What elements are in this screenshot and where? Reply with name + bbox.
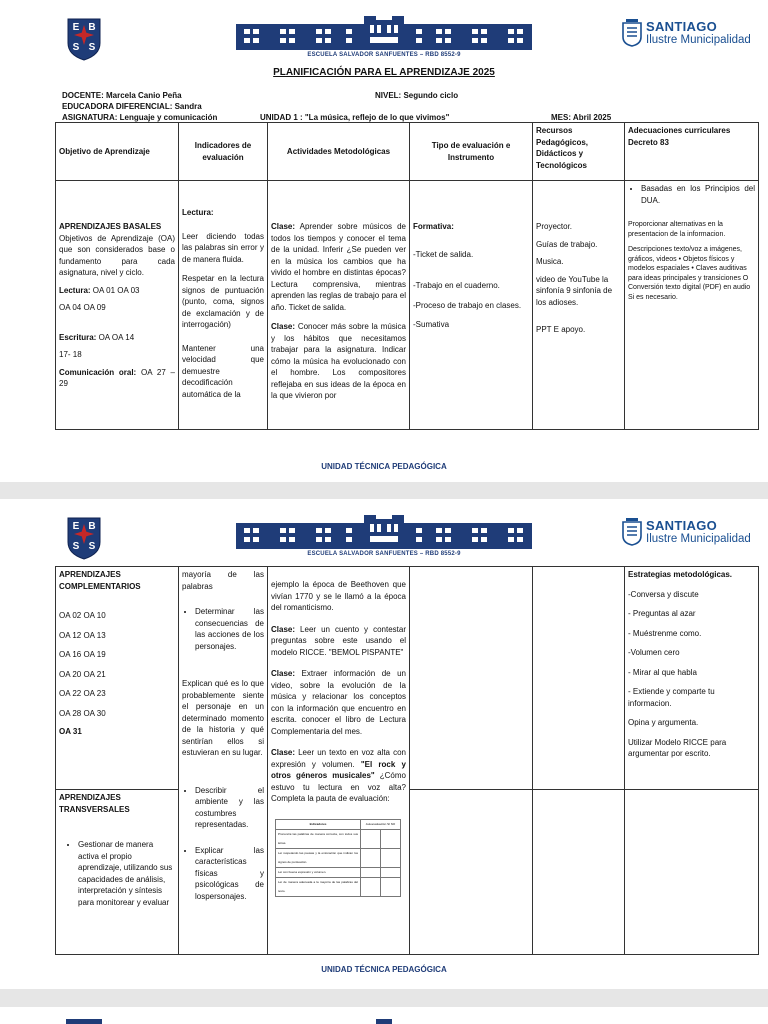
recurso-2: Guías de trabajo. [536,239,598,249]
logo-letter-s1: S [72,42,80,53]
school-name: ESCUELA SALVADOR SANFUENTES – RBD 8552-9 [307,52,461,58]
indicador-describir: • Describir el ambiente y las costumbres representadas. [195,785,264,831]
indicadores-lectura-heading: Lectura: [182,208,214,217]
estrategia-item: - Mirar al que habla [628,667,697,677]
document-page-3-partial [0,1007,768,1024]
recurso-4: video de YouTube la sinfonía 9 sinfonía de los adioses. [536,274,613,307]
oa-row: OA 02 OA 10 [59,611,106,620]
aprendizajes-complementarios-heading: APRENDIZAJES COMPLEMENTARIOS [59,570,141,591]
logo-letter-s2: S [88,541,96,552]
recurso-3: Musica. [536,257,564,266]
cell-indicadores [179,181,268,430]
adecuacion-2: Descripciones texto/voz a imágenes, gráficos, videos • Objetos físicos y modelos espaciales • Claves auditivas para ideas principales y transiciones O Conversión texto digital (PDF) en audio Si es necesario. [628,246,751,301]
document-page-2 [0,499,768,989]
footer-utp: UNIDAD TÉCNICA PEDAGÓGICA [321,965,447,974]
santiago-crest-icon [622,518,642,546]
aprendizajes-basales-heading: APRENDIZAJES BASALES [59,222,162,231]
indicador-consecuencias: • Determinar las consecuencias de las acciones de los personajes. [195,606,264,652]
comunicacion-oral-oa: Comunicación oral: OA 27 – 29 [59,367,175,388]
school-shield-logo [66,17,102,61]
adecuacion-1: Proporcionar alternativas en la presentacion de la informacion. [628,221,726,238]
oa-row: OA 22 OA 23 [59,689,106,698]
estrategia-item: - Muéstrenme como. [628,628,702,638]
estrategias-list [628,589,755,760]
school-shield-logo [66,516,102,560]
recurso-5: PPT E apoyo. [536,325,586,334]
footer-utp: UNIDAD TÉCNICA PEDAGÓGICA [321,462,447,471]
month: MES: Abril 2025 [551,113,612,122]
cell-actividades-cont [268,567,410,955]
header-indicadores: Indicadores de evaluación [179,123,268,181]
document-page-1 [0,0,768,482]
dua-bullet: • Basadas en los Principios del DUA. [641,183,755,206]
school-building-banner [236,515,532,549]
oa-31: OA 31 [59,727,82,736]
tipo-item-3: -Proceso de trabajo en clases. [413,300,522,310]
tipo-item-1: -Ticket de salida. [413,249,474,259]
escritura-oa: Escritura: OA OA 14 [59,332,135,342]
level: NIVEL: Segundo ciclo [375,91,459,100]
estrategia-item: Opina y argumenta. [628,718,699,727]
estrategias-heading: Estrategias metodológicas. [628,570,733,579]
logo-letter-e: E [72,521,80,532]
cell-adecuaciones-empty-b [625,790,759,955]
planning-table-page2 [55,566,759,955]
rubric-col-autoevaluacion: Autoevaluación SI NO [361,819,401,829]
aprendizajes-transversales-heading: APRENDIZAJES TRANSVERSALES [59,793,130,814]
school-shield-logo-partial [66,1019,102,1024]
teacher-name: DOCENTE: Marcela Canio Peña [62,91,182,100]
recurso-1: Proyector. [536,222,573,231]
estrategia-item: Utilizar Modelo RICCE para argumentar por escrito. [628,737,727,758]
aprendizajes-basales-text: Objetivos de Aprendizaje (OA) que son considerados base o fundamento para cada asignatura, nivel y ciclo. [59,233,175,277]
oa-row: OA 20 OA 21 [59,669,106,679]
actividad-clase-3: Clase: Leer un cuento y contestar preguntas sobre este usando el modelo RICCE. "BEMOL PISPANTE" [271,624,406,657]
lectura-oa-2: OA 04 OA 09 [59,303,106,312]
rubric-row: Leí con buena expresión y volumen. [276,867,401,877]
santiago-crest-icon [622,19,642,47]
cell-recursos-empty-b [533,790,625,955]
logo-letter-s1: S [72,541,80,552]
cell-aprendizajes-transversales [56,790,179,955]
rubric-row: Pronuncié las palabras de manera correcta, con todos sus letras. [276,829,401,848]
actividad-clase-5: Clase: Leer un texto en voz alta con expresión y volumen. "El rock y otros géneros musicales" ¿Cómo estuvo tu lectura en voz alta? Completa la pauta de evaluación: [271,748,406,803]
tipo-item-4: -Sumativa [413,320,450,329]
indicador-1: Leer diciendo todas las palabras sin error y de manera fluida. [182,231,264,264]
actividad-clase-1: Clase: Aprender sobre músicos de todos los tiempos y conocer el tema de la unidad. Inferir ¿Se pueden ver en la música los cambios que ha vivido el hombre en distintas épocas? Lectura comprensiva, mientras aprenden las reglas de trabajo para el año. Ticket de salida. [271,222,406,312]
unit: UNIDAD 1 : "La música, reflejo de lo que vivimos" [260,113,450,122]
rubric-row: Leí respetando las pausas y la entonación que indican los signos de puntuación. [276,848,401,867]
oa-row: OA 28 OA 30 [59,708,106,718]
indicador-explicar: • Explicar las características físicas y psicológicas de lospersonajes. [195,845,264,903]
logo-letter-b: B [88,521,96,532]
tipo-item-2: -Trabajo en el cuaderno. [413,281,500,290]
cell-tipo-evaluacion [410,181,533,430]
cell-tipo-empty-b [410,790,533,955]
actividad-clase-4: Clase: Extraer información de un video, sobre la evolución de la música y relacionar los conceptos con la información que encuentro en escrita. conocer el libro de Lectura Complementaria del mes. [271,669,406,736]
special-educator: EDUCADORA DIFERENCIAL: Sandra [62,102,202,111]
school-building-banner [236,16,532,50]
cell-tipo-empty-a [410,567,533,790]
cell-aprendizajes-complementarios [56,567,179,790]
rubric-row: Leí de manera adecuada a la mayoría de las palabras del texto. [276,877,401,896]
cell-actividades [268,181,410,430]
cell-recursos [533,181,625,430]
municipality-name: SANTIAGO [646,19,718,34]
document-title: PLANIFICACIÓN PARA EL APRENDIZAJE 2025 [273,67,495,78]
actividad-clase-2: Clase: Conocer más sobre la música y los hábitos que necesitamos trabajar para la asignatura. Indicar cómo la música ha evolucionado con el hombre. Los compositores reflejaba en sus ideas de la época en la que vivieron por [271,322,406,400]
header-actividades: Actividades Metodológicas [268,123,410,181]
table-header-row [56,123,759,181]
rubric-col-indicadores: Indicadores [276,819,361,829]
cell-indicadores-cont [179,567,268,955]
indicador-explican: Explican qué es lo que probablemente siente el personaje en un determinado momento de la historia y qué sentirían ellos si estuvieran en su lugar. [182,679,264,757]
rubric-header-row [276,819,401,829]
school-building-banner-partial [376,1019,392,1024]
estrategia-item: - Preguntas al azar [628,609,696,618]
escritura-oa-2: 17- 18 [59,350,82,359]
estrategia-item: -Conversa y discute [628,589,699,599]
subject: ASIGNATURA: Lenguaje y comunicación [62,113,218,122]
municipality-subtitle: Ilustre Municipalidad [646,34,751,46]
oa-row: OA 16 OA 19 [59,650,106,659]
lectura-oa: Lectura: OA 01 OA 03 [59,285,140,295]
header-tipo-evaluacion: Tipo de evaluación e Instrumento [410,123,533,181]
cell-adecuaciones [625,181,759,430]
indicador-2: Respetar en la lectura signos de puntuación (punto, coma, signos de exclamación y de interrogación) [182,274,264,329]
estrategia-item: - Extiende y comparte tu informacion. [628,687,715,708]
table-content-row-a [56,567,759,790]
estrategia-item: -Volumen cero [628,648,680,657]
indicador-3: Mantener una velocidad que demuestre decodificación automática de la [182,343,264,399]
municipality-name: SANTIAGO [646,518,718,533]
indicador-cont: mayoría de las palabras [182,570,264,591]
actividad-cont: ejemplo la época de Beethoven que vivían 1770 y se le llamó a la época del romanticismo. [271,580,406,612]
header-recursos: Recursos Pedagógicos, Didácticos y Tecnológicos [533,123,625,181]
cell-objetivo [56,181,179,430]
oa-list [59,610,175,719]
cell-recursos-empty-a [533,567,625,790]
transversal-item: • Gestionar de manera activa el propio aprendizaje, utilizando sus capacidades de análisis, interpretación y síntesis para monitorear y evaluar [78,839,175,908]
oa-row: OA 12 OA 13 [59,630,106,640]
logo-letter-b: B [88,22,96,33]
header-objetivo: Objetivo de Aprendizaje [56,123,179,181]
rubric-table [275,819,401,897]
school-name: ESCUELA SALVADOR SANFUENTES – RBD 8552-9 [307,551,461,557]
formativa-heading: Formativa: [413,222,454,231]
municipality-subtitle: Ilustre Municipalidad [646,533,751,545]
cell-estrategias [625,567,759,790]
header-adecuaciones: Adecuaciones curriculares Decreto 83 [625,123,759,181]
logo-letter-e: E [72,22,80,33]
table-content-row [56,181,759,430]
planning-table-page1 [55,122,759,430]
logo-letter-s2: S [88,42,96,53]
